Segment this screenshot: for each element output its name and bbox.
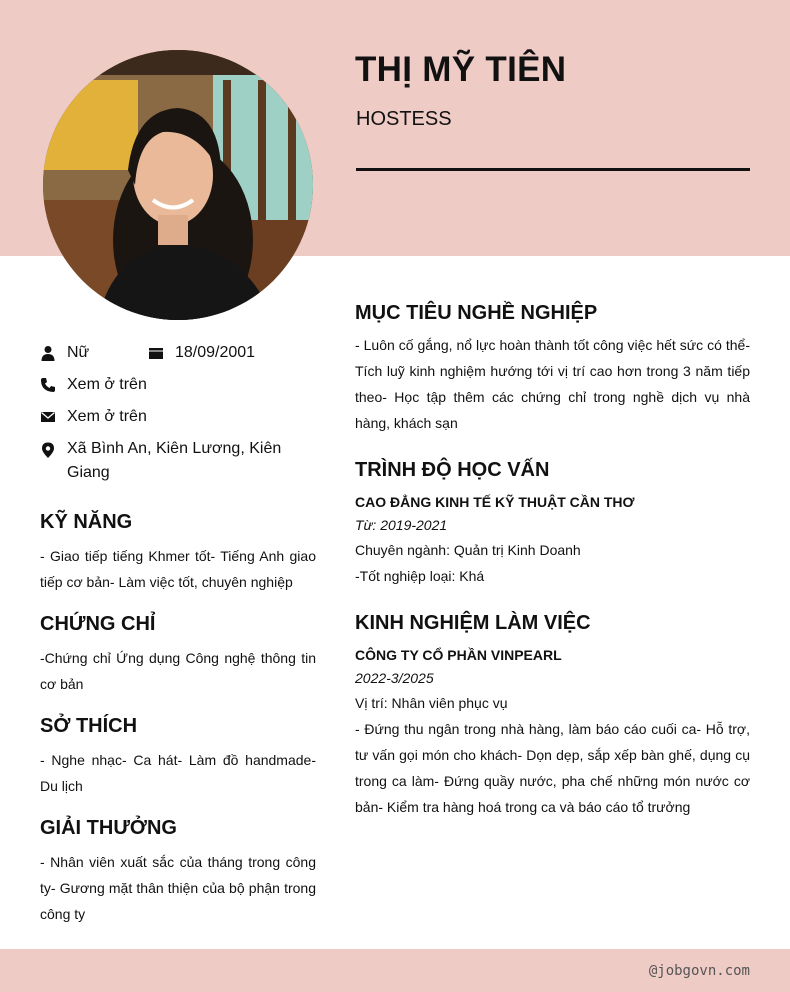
birthday-value: 18/09/2001 [175, 344, 256, 361]
phone-row [40, 373, 300, 397]
email-value: Xem ở trên [67, 408, 147, 425]
education-heading: TRÌNH ĐỘ HỌC VẤN [355, 459, 550, 481]
certificates-text: -Chứng chỉ Ứng dụng Công nghệ thông tin cơ bản [40, 650, 316, 692]
experience-text: - Đứng thu ngân trong nhà hàng, làm báo cáo cuối ca- Hỗ trợ, tư vấn gọi món cho khách- Dọn dẹp, sắp xếp bàn ghế, dụng cụ trong ca làm- Đứng quầy nước, pha chế những món nước cơ bản- Kiểm tra hàng hoá trong ca và báo cáo tổ trưởng [355, 721, 750, 815]
education-school: CAO ĐẲNG KINH TẾ KỸ THUẬT CẦN THƠ [355, 494, 635, 510]
address-value: Xã Bình An, Kiên Lương, Kiên Giang [67, 440, 282, 481]
objective-text: - Luôn cố gắng, nổ lực hoàn thành tốt công việc hết sức có thể- Tích luỹ kinh nghiệm hướng tới vị trí cao hơn trong 3 năm tiếp theo- Học tập thêm các chứng chỉ trong nghề dịch vụ nhà hàng, khách sạn [355, 337, 750, 431]
experience-role: Vị trí: Nhân viên phục vụ [355, 695, 508, 711]
certificates-heading: CHỨNG CHỈ [40, 613, 156, 635]
location-pin-icon [40, 442, 56, 458]
address-row [40, 437, 300, 485]
gender-value: Nữ [67, 344, 90, 361]
candidate-name: THỊ MỸ TIÊN [355, 50, 567, 89]
mail-icon [40, 409, 56, 425]
calendar-icon [148, 345, 164, 361]
header-divider [356, 168, 750, 171]
education-period: Từ: 2019-2021 [355, 517, 448, 533]
objective-heading: MỤC TIÊU NGHỀ NGHIỆP [355, 302, 598, 324]
skills-heading: KỸ NĂNG [40, 511, 133, 533]
gender-row [40, 341, 150, 365]
email-row [40, 405, 300, 429]
person-icon [40, 345, 56, 361]
skills-text: - Giao tiếp tiếng Khmer tốt- Tiếng Anh giao tiếp cơ bản- Làm việc tốt, chuyên nghiệp [40, 548, 316, 590]
awards-heading: GIẢI THƯỞNG [40, 817, 177, 839]
phone-value: Xem ở trên [67, 376, 147, 393]
education-major: Chuyên ngành: Quản trị Kinh Doanh [355, 542, 581, 558]
footer-brand: @jobgovn.com [648, 963, 750, 979]
experience-company: CÔNG TY CỔ PHẦN VINPEARL [355, 647, 562, 663]
birthday-row [148, 341, 318, 365]
candidate-position: HOSTESS [356, 108, 452, 130]
experience-period: 2022-3/2025 [355, 670, 434, 686]
awards-text: - Nhân viên xuất sắc của tháng trong công ty- Gương mặt thân thiện của bộ phận trong công ty [40, 854, 316, 922]
phone-icon [40, 377, 56, 393]
profile-photo [43, 50, 313, 320]
hobbies-heading: SỞ THÍCH [40, 715, 138, 737]
experience-heading: KINH NGHIỆM LÀM VIỆC [355, 612, 591, 634]
education-grade: -Tốt nghiệp loại: Khá [355, 568, 485, 584]
portrait-illustration [43, 50, 313, 320]
hobbies-text: - Nghe nhạc- Ca hát- Làm đồ handmade- Du lịch [40, 752, 316, 794]
